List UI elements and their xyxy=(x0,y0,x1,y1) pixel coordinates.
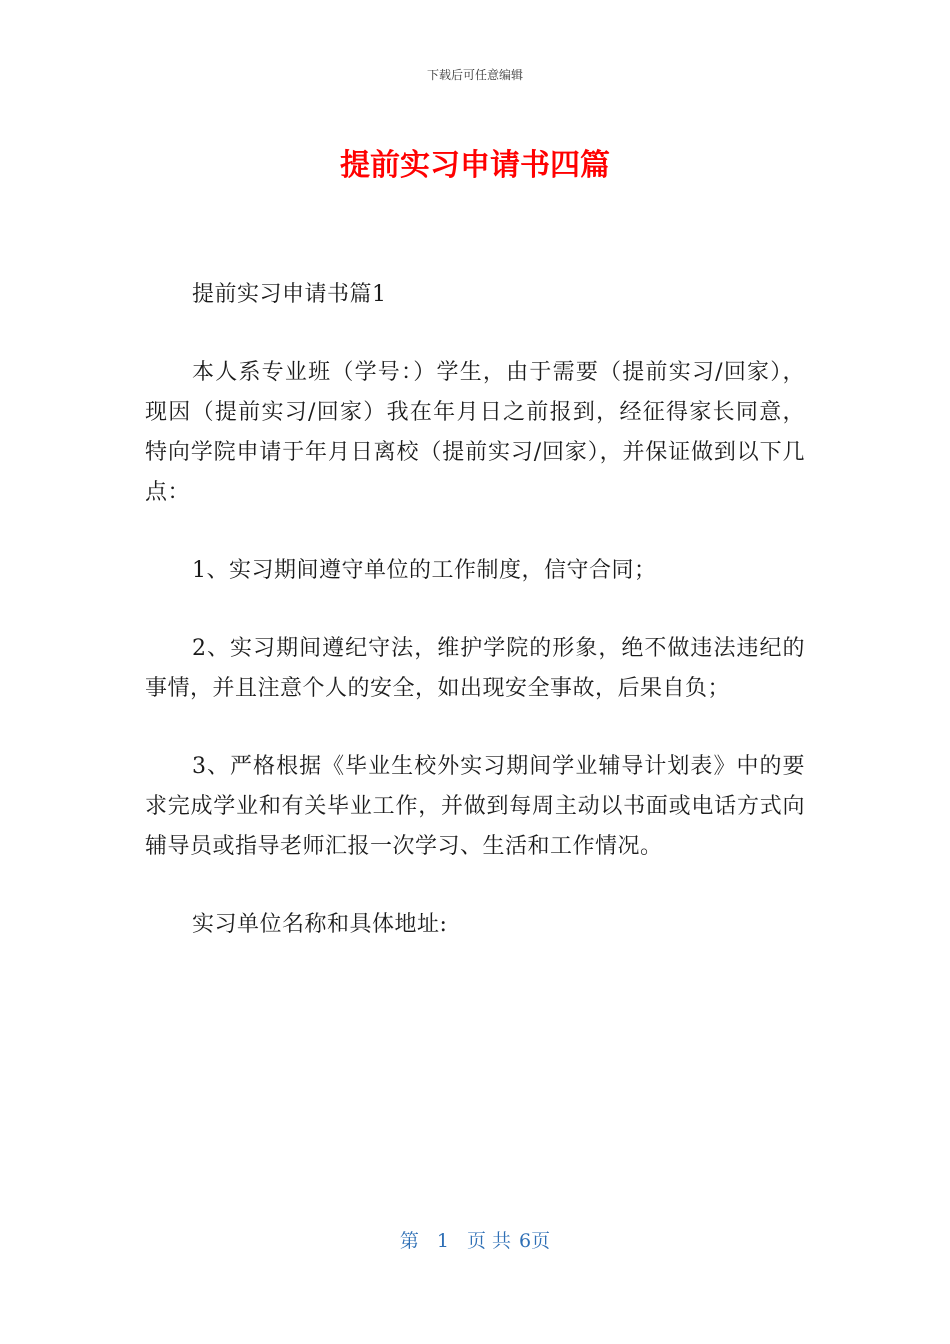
header-note: 下载后可任意编辑 xyxy=(426,68,523,82)
footer-middle: 页 共 xyxy=(466,1230,512,1252)
page-footer xyxy=(0,1226,950,1253)
document-body xyxy=(145,275,805,983)
paragraph-intro: 本人系专业班（学号：）学生，由于需要（提前实习/回家），现因（提前实习/回家）我在年月日之前报到，经征得家长同意，特向学院申请于年月日离校（提前实习/回家），并保证做到以下几点： xyxy=(145,360,805,505)
footer-total-pages: 6页 xyxy=(519,1230,551,1252)
section-heading: 提前实习申请书篇1 xyxy=(192,282,387,307)
paragraph-item-3: 3、严格根据《毕业生校外实习期间学业辅导计划表》中的要求完成学业和有关毕业工作，并做到每周主动以书面或电话方式向辅导员或指导老师汇报一次学习、生活和工作情况。 xyxy=(145,754,805,859)
paragraph-address-label: 实习单位名称和具体地址: xyxy=(192,912,448,937)
paragraph-item-2: 2、实习期间遵纪守法，维护学院的形象，绝不做违法违纪的事情，并且注意个人的安全，如出现安全事故，后果自负； xyxy=(145,636,805,701)
footer-page-number: 1 xyxy=(436,1230,449,1252)
footer-prefix: 第 xyxy=(399,1230,419,1252)
document-title: 提前实习申请书四篇 xyxy=(340,148,610,183)
paragraph-item-1: 1、实习期间遵守单位的工作制度，信守合同； xyxy=(192,558,657,583)
